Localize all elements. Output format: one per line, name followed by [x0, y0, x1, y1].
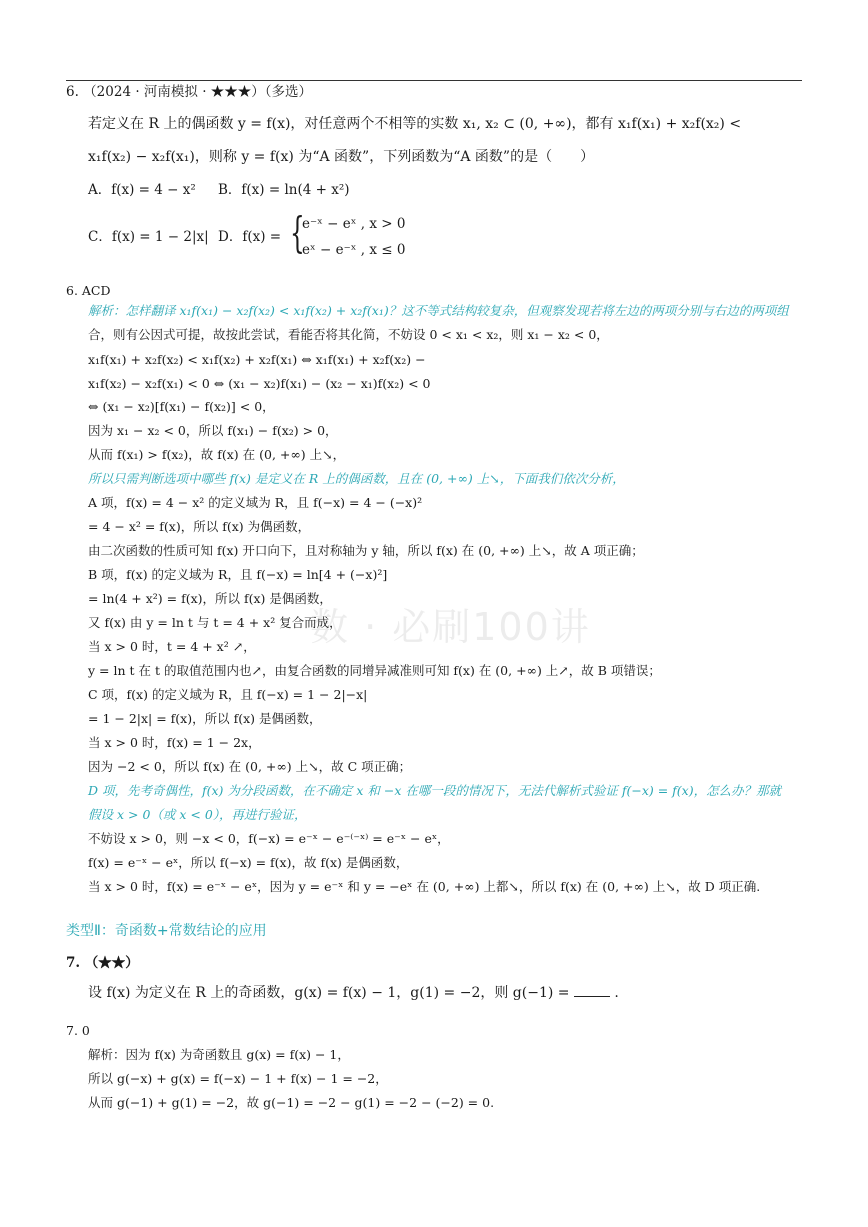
- a6-line-22: 假设 x > 0（或 x < 0），再进行验证，: [88, 807, 307, 822]
- a6-answer: 6. ACD: [66, 283, 111, 298]
- a6-line-8: 所以只需判断选项中哪些 f(x) 是定义在 R 上的偶函数，且在 (0, +∞) 上↘，下面我们依次分析，: [88, 471, 625, 486]
- a6-line-3: x₁f(x₁) + x₂f(x₂) < x₁f(x₂) + x₂f(x₁) ⇔ x₁f(x₁) + x₂f(x₂) −: [88, 352, 426, 367]
- a6-line-17: C 项，f(x) 的定义域为 R，且 f(−x) = 1 − 2|−x|: [88, 687, 368, 702]
- a6-line-4: x₁f(x₂) − x₂f(x₁) < 0 ⇔ (x₁ − x₂)f(x₁) − (x₂ − x₁)f(x₂) < 0: [88, 376, 431, 391]
- a6-line-18: = 1 − 2|x| = f(x)，所以 f(x) 是偶函数，: [88, 711, 322, 726]
- answer-blank: [574, 982, 610, 997]
- a6-line-5: ⇔ (x₁ − x₂)[f(x₁) − f(x₂)] < 0，: [88, 399, 275, 414]
- a6-line-25: 当 x > 0 时，f(x) = e⁻ˣ − eˣ，因为 y = e⁻ˣ 和 y = −eˣ 在 (0, +∞) 上都↘，所以 f(x) 在 (0, +∞) 上↘，故 D 项正确.: [88, 879, 761, 894]
- section-heading: 类型Ⅱ：奇函数+常数结论的应用: [66, 923, 267, 939]
- a7-line-2: 所以 g(−x) + g(x) = f(−x) − 1 + f(x) − 1 = −2，: [88, 1071, 388, 1086]
- a6-line-1: 解析：怎样翻译 x₁f(x₁) − x₂f(x₂) < x₁f(x₂) + x₂f(x₁)？这不等式结构较复杂，但观察发现若将左边的两项分别与右边的两项组: [88, 303, 789, 318]
- a6-line-14: 又 f(x) 由 y = ln t 与 t = 4 + x² 复合而成，: [88, 615, 342, 630]
- a6-line-24: f(x) = e⁻ˣ − eˣ，所以 f(−x) = f(x)，故 f(x) 是偶函数，: [88, 855, 409, 870]
- piecewise-brace: {: [290, 208, 305, 257]
- a6-line-23: 不妨设 x > 0，则 −x < 0，f(−x) = e⁻ˣ − e⁻⁽⁻ˣ⁾ = e⁻ˣ − eˣ，: [88, 831, 450, 846]
- a6-line-11: 由二次函数的性质可知 f(x) 开口向下，且对称轴为 y 轴，所以 f(x) 在 (0, +∞) 上↘，故 A 项正确；: [88, 543, 644, 558]
- q6-option-d-case-2: eˣ − e⁻ˣ , x ≤ 0: [302, 242, 406, 258]
- a6-line-9: A 项，f(x) = 4 − x² 的定义域为 R，且 f(−x) = 4 − (−x)²: [88, 495, 423, 510]
- a6-line-16: y = ln t 在 t 的取值范围内也↗，由复合函数的同增异减准则可知 f(x) 在 (0, +∞) 上↗，故 B 项错误；: [88, 663, 661, 678]
- q6-stem-line-1: 若定义在 R 上的偶函数 y = f(x)，对任意两个不相等的实数 x₁, x₂ ⊂ (0, +∞)，都有 x₁f(x₁) + x₂f(x₂) <: [88, 116, 742, 132]
- a6-line-19: 当 x > 0 时，f(x) = 1 − 2x，: [88, 735, 261, 750]
- q6-option-d-case-1: e⁻ˣ − eˣ , x > 0: [302, 216, 406, 232]
- q7-stem-end: .: [614, 985, 619, 1001]
- q6-option-d-label: D．f(x) =: [218, 229, 282, 245]
- a6-line-15: 当 x > 0 时，t = 4 + x² ↗，: [88, 639, 256, 654]
- q7-stem: [88, 982, 619, 1003]
- a6-line-20: 因为 −2 < 0，所以 f(x) 在 (0, +∞) 上↘，故 C 项正确；: [88, 759, 412, 774]
- a7-line-1: 解析：因为 f(x) 为奇函数且 g(x) = f(x) − 1，: [88, 1047, 350, 1062]
- q7-stem-text: 设 f(x) 为定义在 R 上的奇函数，g(x) = f(x) − 1，g(1) = −2，则 g(−1) =: [88, 985, 570, 1001]
- a7-answer: 7. 0: [66, 1023, 90, 1038]
- q6-option-c: C．f(x) = 1 − 2|x|: [88, 229, 209, 245]
- a7-line-3: 从而 g(−1) + g(1) = −2，故 g(−1) = −2 − g(1) = −2 − (−2) = 0.: [88, 1095, 495, 1110]
- top-rule: [66, 80, 802, 81]
- q7-header: 7. （★★）: [66, 955, 139, 971]
- a6-line-2: 合，则有公因式可提，故按此尝试，看能否将其化简，不妨设 0 < x₁ < x₂，则 x₁ − x₂ < 0，: [88, 327, 609, 342]
- a6-line-6: 因为 x₁ − x₂ < 0，所以 f(x₁) − f(x₂) > 0，: [88, 423, 338, 438]
- a6-line-12: B 项，f(x) 的定义域为 R，且 f(−x) = ln[4 + (−x)²]: [88, 567, 388, 582]
- q6-stem-line-2: x₁f(x₂) − x₂f(x₁)，则称 y = f(x) 为“A 函数”，下列函数为“A 函数”的是（ ）: [88, 149, 595, 165]
- a6-line-21: D 项，先考奇偶性，f(x) 为分段函数，在不确定 x 和 −x 在哪一段的情况下，无法代解析式验证 f(−x) = f(x)，怎么办？那就: [88, 783, 782, 798]
- q6-option-b: B．f(x) = ln(4 + x²): [218, 182, 350, 198]
- watermark: 数 · 必刷100讲: [310, 605, 591, 649]
- a6-line-7: 从而 f(x₁) > f(x₂)，故 f(x) 在 (0, +∞) 上↘，: [88, 447, 346, 462]
- a6-line-13: = ln(4 + x²) = f(x)，所以 f(x) 是偶函数，: [88, 591, 332, 606]
- q6-header: 6. （2024 · 河南模拟 · ★★★）（多选）: [66, 84, 313, 100]
- q6-option-a: A．f(x) = 4 − x²: [88, 182, 196, 198]
- a6-line-10: = 4 − x² = f(x)，所以 f(x) 为偶函数，: [88, 519, 311, 534]
